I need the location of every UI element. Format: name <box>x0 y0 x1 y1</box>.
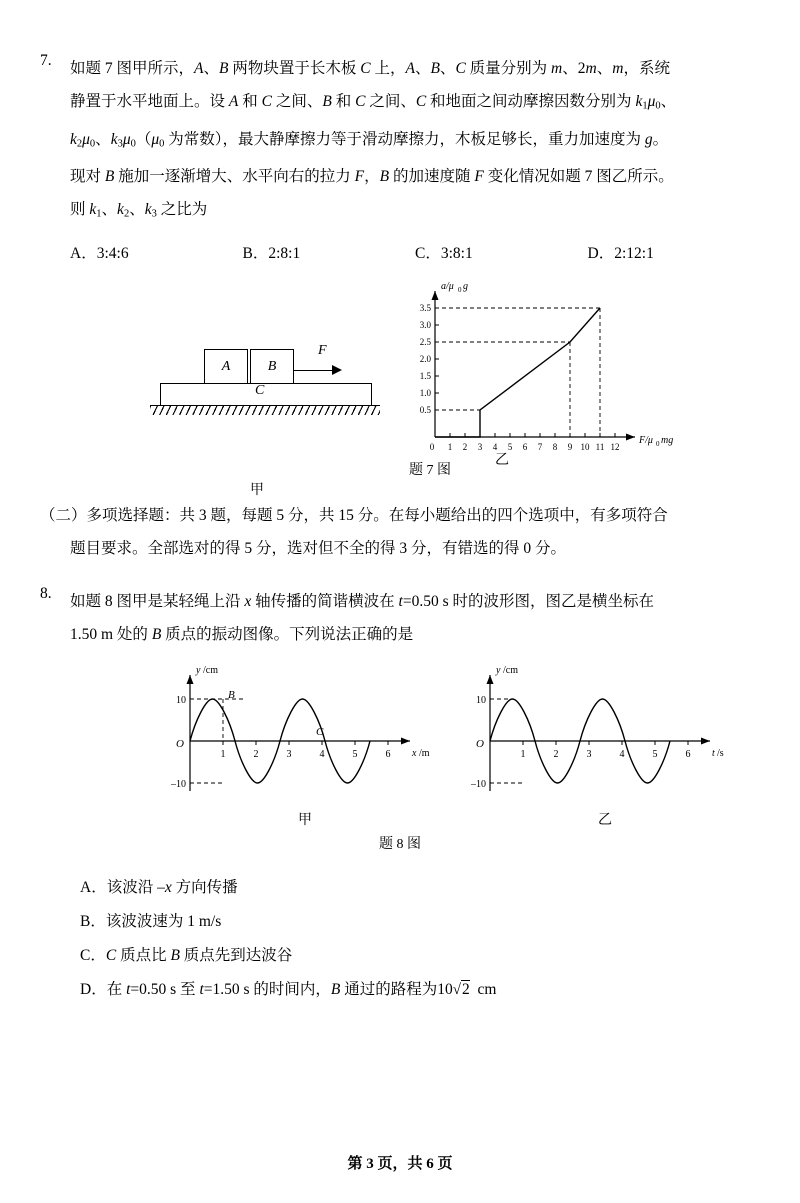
q8-option-b-letter: B． <box>80 912 106 930</box>
figure-7-caption: 题 7 图 <box>409 462 451 478</box>
svg-text:1: 1 <box>520 748 526 760</box>
question-7-line-3: k2μ0、k3μ0（μ0 为常数），最大静摩擦力等于滑动摩擦力，木板足够长，重力加速度为 g。 <box>70 130 669 150</box>
svg-text:10: 10 <box>476 694 486 706</box>
figure-7-jia-label: 甲 <box>250 482 264 498</box>
graph-8b-svg <box>460 661 750 811</box>
option-a-letter: A． <box>70 244 97 262</box>
option-b[interactable] <box>243 241 416 263</box>
question-7-line-4: 现对 B 施加一逐渐增大、水平向右的拉力 F，B 的加速度随 F 变化情况如题 7 图乙所示。 <box>70 168 674 186</box>
block-a: A <box>204 349 248 385</box>
option-d-text: 2:12:1 <box>614 244 654 262</box>
svg-text:5: 5 <box>352 748 358 760</box>
q8-option-b[interactable]: B．该波波速为 1 m/s <box>80 912 222 930</box>
figure-8-graph-jia <box>160 661 450 831</box>
question-8-line-2: 1.50 m 处的 B 质点的振动图像。下列说法正确的是 <box>70 625 414 643</box>
svg-text:5: 5 <box>652 748 658 760</box>
option-b-letter: B． <box>242 244 269 262</box>
svg-text:3: 3 <box>286 748 292 760</box>
question-8-body <box>70 585 760 651</box>
svg-text:4: 4 <box>619 748 625 760</box>
svg-text:10: 10 <box>176 694 186 706</box>
svg-text:g: g <box>463 280 468 292</box>
svg-text:t: t <box>712 747 715 759</box>
figure-8-caption: 题 8 图 <box>379 836 421 852</box>
question-7-options <box>70 241 760 263</box>
graph-7-svg <box>395 277 675 452</box>
svg-text:0: 0 <box>656 439 660 448</box>
svg-text:5: 5 <box>507 441 513 452</box>
figure-7 <box>40 277 760 498</box>
figure-8-jia-label: 甲 <box>298 812 312 828</box>
svg-text:10: 10 <box>580 441 590 452</box>
svg-text:/s: /s <box>717 747 724 759</box>
board-c <box>160 383 372 407</box>
option-c[interactable] <box>415 241 588 263</box>
ground-hatch <box>150 406 380 415</box>
svg-text:6: 6 <box>385 748 391 760</box>
svg-text:1: 1 <box>220 748 226 760</box>
question-8-options <box>80 871 760 1007</box>
figure-7-graph-yi <box>395 277 675 452</box>
svg-text:y: y <box>196 664 201 676</box>
svg-text:4: 4 <box>319 748 325 760</box>
question-7-number: 7. <box>40 52 52 69</box>
svg-text:–10: –10 <box>471 778 486 790</box>
svg-text:–10: –10 <box>171 778 186 790</box>
svg-text:/m: /m <box>419 747 430 759</box>
svg-text:0.5: 0.5 <box>419 404 431 415</box>
q8-option-a-letter: A． <box>80 878 107 896</box>
svg-text:6: 6 <box>685 748 691 760</box>
q8-option-a[interactable]: A．该波沿 –x 方向传播 <box>80 878 238 896</box>
svg-text:mg: mg <box>661 434 674 446</box>
question-8-number: 8. <box>40 584 52 602</box>
figure-7-yi-label: 乙 <box>495 452 509 468</box>
force-arrow-icon <box>294 365 342 377</box>
svg-text:O: O <box>176 737 184 750</box>
svg-text:3: 3 <box>586 748 592 760</box>
question-7-line-1: 如题 7 图甲所示，A、B 两物块置于长木板 C 上，A、B、C 质量分别为 m、2m、m，系统 <box>70 60 670 77</box>
svg-text:2.0: 2.0 <box>419 353 431 364</box>
figure-8-graph-yi <box>460 661 750 831</box>
figure-7-diagram-jia <box>150 307 380 498</box>
figure-8-yi-label: 乙 <box>598 812 612 828</box>
q8-option-d[interactable]: D．在 t=0.50 s 至 t=1.50 s 的时间内，B 通过的路程为10√2 cm <box>80 980 497 998</box>
section-multiple-choice <box>40 499 760 565</box>
option-a[interactable] <box>70 241 243 263</box>
svg-text:/cm: /cm <box>203 664 218 676</box>
svg-text:2: 2 <box>553 748 559 760</box>
svg-text:3.0: 3.0 <box>419 319 431 330</box>
question-8 <box>40 585 760 651</box>
option-d-letter: D． <box>587 244 615 262</box>
svg-text:12: 12 <box>610 441 620 452</box>
svg-text:9: 9 <box>567 441 573 452</box>
option-c-letter: C． <box>415 244 441 262</box>
svg-text:B: B <box>228 688 235 701</box>
graph-8a-svg <box>160 661 450 811</box>
svg-text:0: 0 <box>458 285 462 294</box>
svg-text:1.0: 1.0 <box>419 387 431 398</box>
svg-text:1: 1 <box>447 441 453 452</box>
figure-8 <box>40 661 760 851</box>
svg-text:8: 8 <box>552 441 558 452</box>
question-7-line-5: 则 k1、k2、k3 之比为 <box>70 201 208 220</box>
svg-text:7: 7 <box>537 441 543 452</box>
option-c-text: 3:8:1 <box>440 244 473 262</box>
question-7-line-2: 静置于水平地面上。设 A 和 C 之间、B 和 C 之间、C 和地面之间动摩擦因数分别为 k1μ0、 <box>70 93 677 112</box>
svg-text:C: C <box>316 725 324 738</box>
svg-text:2: 2 <box>462 441 468 452</box>
svg-text:0: 0 <box>429 441 435 452</box>
page-content <box>40 52 760 1007</box>
svg-text:F/μ: F/μ <box>639 434 653 446</box>
svg-text:6: 6 <box>522 441 528 452</box>
section-line-2: 题目要求。全部选对的得 5 分，选对但不全的得 3 分，有错选的得 0 分。 <box>70 539 567 557</box>
page-footer: 第 3 页，共 6 页 <box>347 1156 453 1172</box>
svg-text:2.5: 2.5 <box>419 336 431 347</box>
svg-text:1.5: 1.5 <box>419 370 431 381</box>
svg-text:2: 2 <box>253 748 259 760</box>
block-b: B <box>250 349 294 385</box>
board-c-label: C <box>255 382 265 398</box>
svg-text:/cm: /cm <box>503 664 518 676</box>
svg-text:3.5: 3.5 <box>419 302 431 313</box>
question-7 <box>40 52 760 231</box>
svg-text:y: y <box>496 664 501 676</box>
svg-text:a/μ: a/μ <box>441 280 454 292</box>
svg-text:11: 11 <box>595 441 605 452</box>
q8-option-c[interactable]: C．C 质点比 B 质点先到达波谷 <box>80 946 293 964</box>
svg-text:4: 4 <box>492 441 498 452</box>
q8-option-d-letter: D． <box>80 980 107 998</box>
svg-text:3: 3 <box>477 441 483 452</box>
question-7-body <box>70 52 760 231</box>
svg-text:x: x <box>412 747 417 759</box>
q8-option-c-letter: C． <box>80 946 106 964</box>
svg-text:O: O <box>476 737 484 750</box>
force-label: F <box>318 342 327 358</box>
option-a-text: 3:4:6 <box>96 244 129 262</box>
option-b-text: 2:8:1 <box>268 244 301 262</box>
question-8-line-1: 如题 8 图甲是某轻绳上沿 x 轴传播的简谐横波在 t=0.50 s 时的波形图，图乙是横坐标在 <box>70 592 655 610</box>
section-line-1: （二）多项选择题：共 3 题，每题 5 分，共 15 分。在每小题给出的四个选项中，有多项符合 <box>40 506 668 524</box>
option-d[interactable] <box>588 241 761 263</box>
